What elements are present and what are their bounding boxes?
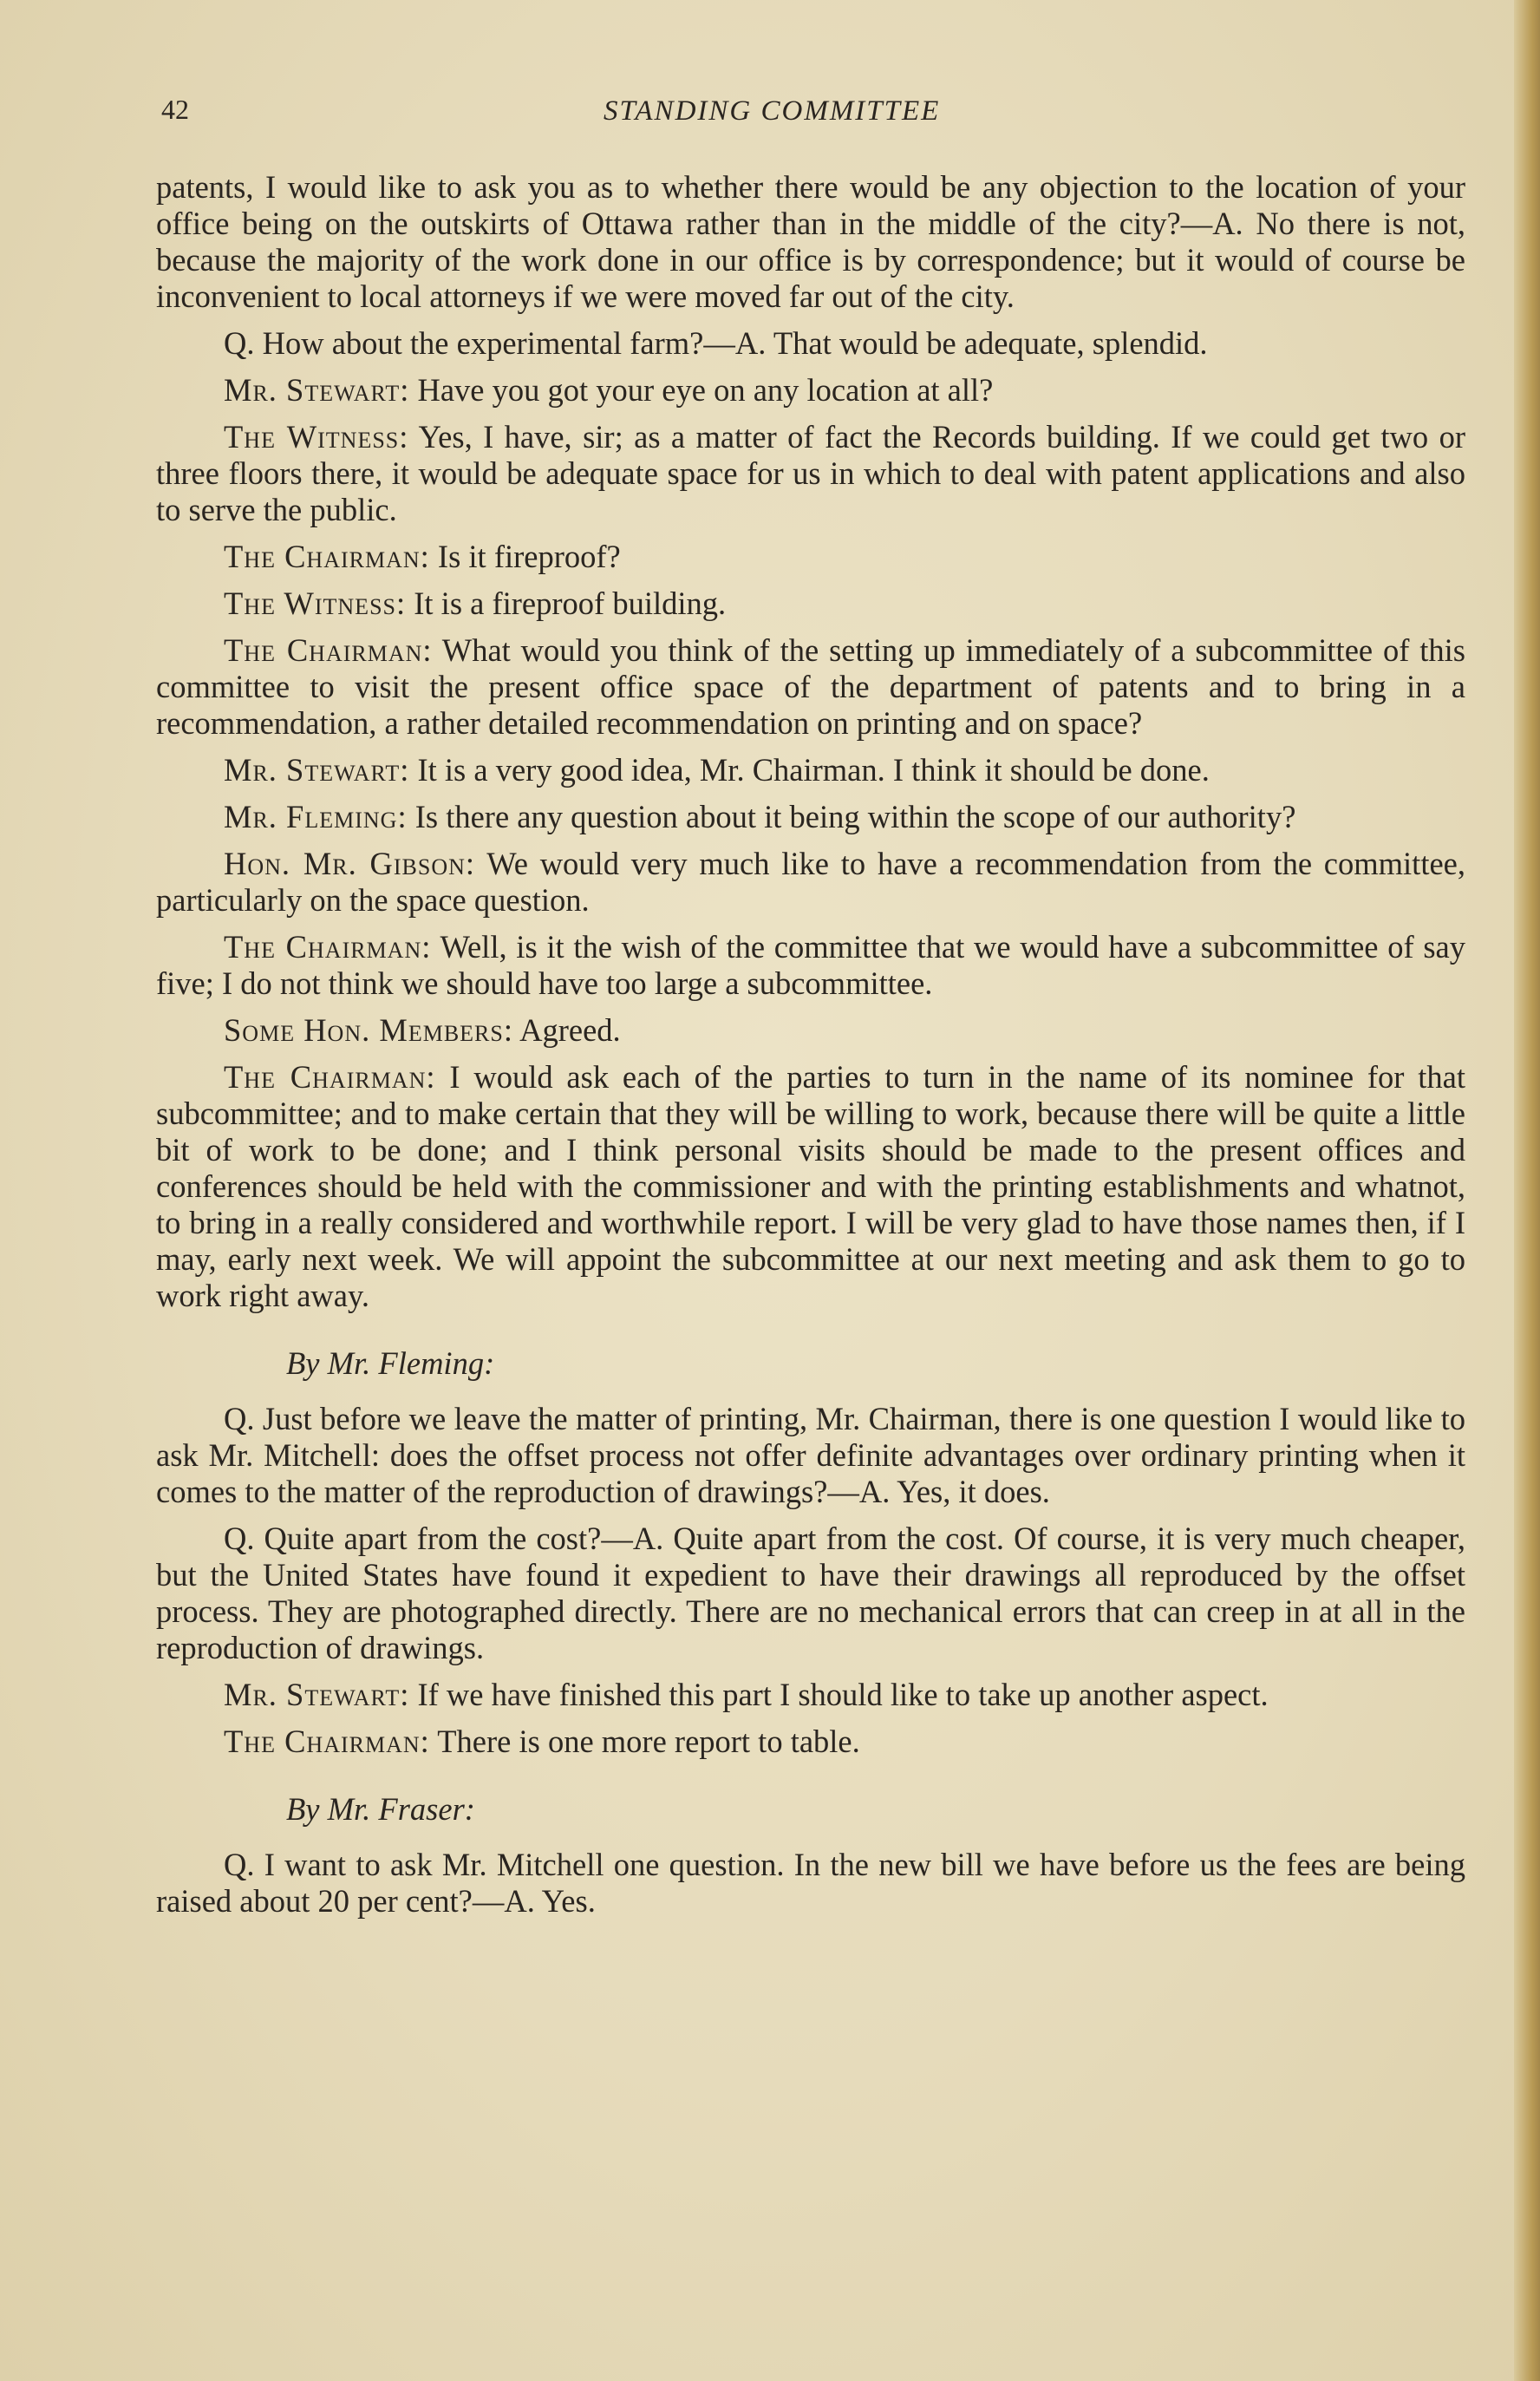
paragraph-text: Q. How about the experimental farm?—A. That would be adequate, splendid. <box>224 325 1208 361</box>
paragraph-text: Have you got your eye on any location at all? <box>417 372 994 408</box>
paragraph <box>156 929 1465 1002</box>
speaker-name: Mr. Fleming: <box>224 799 408 834</box>
paragraph <box>156 846 1465 919</box>
paragraph-text: Well, is it the wish of the committee that we would have a subcommittee of say five; I do not think we should have too large a subcommittee. <box>156 929 1466 1001</box>
speaker-name: The Witness: <box>224 585 407 621</box>
speaker-name: Mr. Stewart: <box>224 752 410 788</box>
paragraph-text: If we have finished this part I should like to take up another aspect. <box>417 1677 1269 1712</box>
paragraph-text: It is a very good idea, Mr. Chairman. I think it should be done. <box>417 752 1210 788</box>
paragraph <box>156 1521 1465 1666</box>
paragraph-text: Agreed. <box>519 1012 621 1048</box>
paragraph-text: patents, I would like to ask you as to whether there would be any objection to the location of your office being on the outskirts of Ottawa rather than in the middle of the city?—A. No there is not, because the majority of the work done in our office is by correspondence; but it would of course be inconvenient to local attorneys if we were moved far out of the city. <box>156 169 1465 314</box>
speaker-name: The Chairman: <box>224 1059 436 1095</box>
page-number: 42 <box>161 94 189 125</box>
page-header <box>161 94 1462 146</box>
paragraph-text: I would ask each of the parties to turn in the name of its nominee for that subcommittee; and to make certain that they will be willing to work, because there will be quite a little bit of work to be done; and I think personal visits should be made to the present offices and conferences should be held with the commissioner and with the printing establishments and whatnot, to bring in a really considered and worthwhile report. I will be very glad to have those names then, if I may, early next week. We will appoint the subcommittee at our next meeting and ask them to go to work right away. <box>156 1059 1465 1313</box>
paragraph-text: We would very much like to have a recommendation from the committee, particularly on the space question. <box>156 846 1465 918</box>
paragraph-text: There is one more report to table. <box>437 1724 860 1759</box>
speaker-name: The Witness: <box>224 419 409 455</box>
paragraph <box>156 419 1465 528</box>
paragraph-text: Is there any question about it being within the scope of our authority? <box>414 799 1296 834</box>
paragraph-text: Q. Just before we leave the matter of printing, Mr. Chairman, there is one question I would like to ask Mr. Mitchell: does the offset process not offer definite advantages over ordinary printing when it comes to the matter of the reproduction of drawings?—A. Yes, it does. <box>156 1401 1465 1509</box>
paragraph <box>156 799 1465 835</box>
speaker-name: The Chairman: <box>224 632 433 668</box>
running-title: STANDING COMMITTEE <box>604 95 941 127</box>
paragraph <box>156 1059 1465 1314</box>
speaker-name: Mr. Stewart: <box>224 372 410 408</box>
page-edge <box>1514 0 1540 2381</box>
examiner-heading: By Mr. Fraser: <box>286 1791 475 1827</box>
speaker-name: The Chairman: <box>224 929 432 965</box>
speaker-name: Mr. Stewart: <box>224 1677 410 1712</box>
paragraph <box>156 1677 1465 1713</box>
body-text <box>156 169 1465 1930</box>
speaker-name: Some Hon. Members: <box>224 1012 513 1048</box>
paragraph <box>156 632 1465 742</box>
paragraph-text: Yes, I have, sir; as a matter of fact the Records building. If we could get two or three floors there, it would be adequate space for us in which to deal with patent applications and also to serve the public. <box>156 419 1465 527</box>
paragraph <box>156 585 1465 622</box>
paragraph <box>156 372 1465 409</box>
paragraph <box>156 539 1465 575</box>
paragraph <box>156 752 1465 788</box>
speaker-name: The Chairman: <box>224 539 430 574</box>
examiner-heading: By Mr. Fleming: <box>286 1345 495 1381</box>
paragraph <box>156 1012 1465 1049</box>
speaker-name: Hon. Mr. Gibson: <box>224 846 476 881</box>
paragraph <box>156 325 1465 362</box>
paragraph <box>156 1847 1465 1920</box>
paragraph-text: Is it fireproof? <box>437 539 621 574</box>
paragraph <box>156 169 1465 315</box>
paragraph <box>156 1401 1465 1510</box>
paragraph-text: What would you think of the setting up immediately of a subcommittee of this committee to visit the present office space of the department of patents and to bring in a recommendation, a rather detailed recommendation on printing and on space? <box>156 632 1465 741</box>
paragraph-text: Q. I want to ask Mr. Mitchell one question. In the new bill we have before us the fees are being raised about 20 per cent?—A. Yes. <box>156 1847 1465 1919</box>
paragraph-text: It is a fireproof building. <box>414 585 727 621</box>
speaker-name: The Chairman: <box>224 1724 430 1759</box>
paragraph-text: Q. Quite apart from the cost?—A. Quite apart from the cost. Of course, it is very much cheaper, but the United States have found it expedient to have their drawings all reproduced by the offset process. They are photographed directly. There are no mechanical errors that can creep in at all in the reproduction of drawings. <box>156 1521 1465 1665</box>
paragraph <box>156 1724 1465 1760</box>
